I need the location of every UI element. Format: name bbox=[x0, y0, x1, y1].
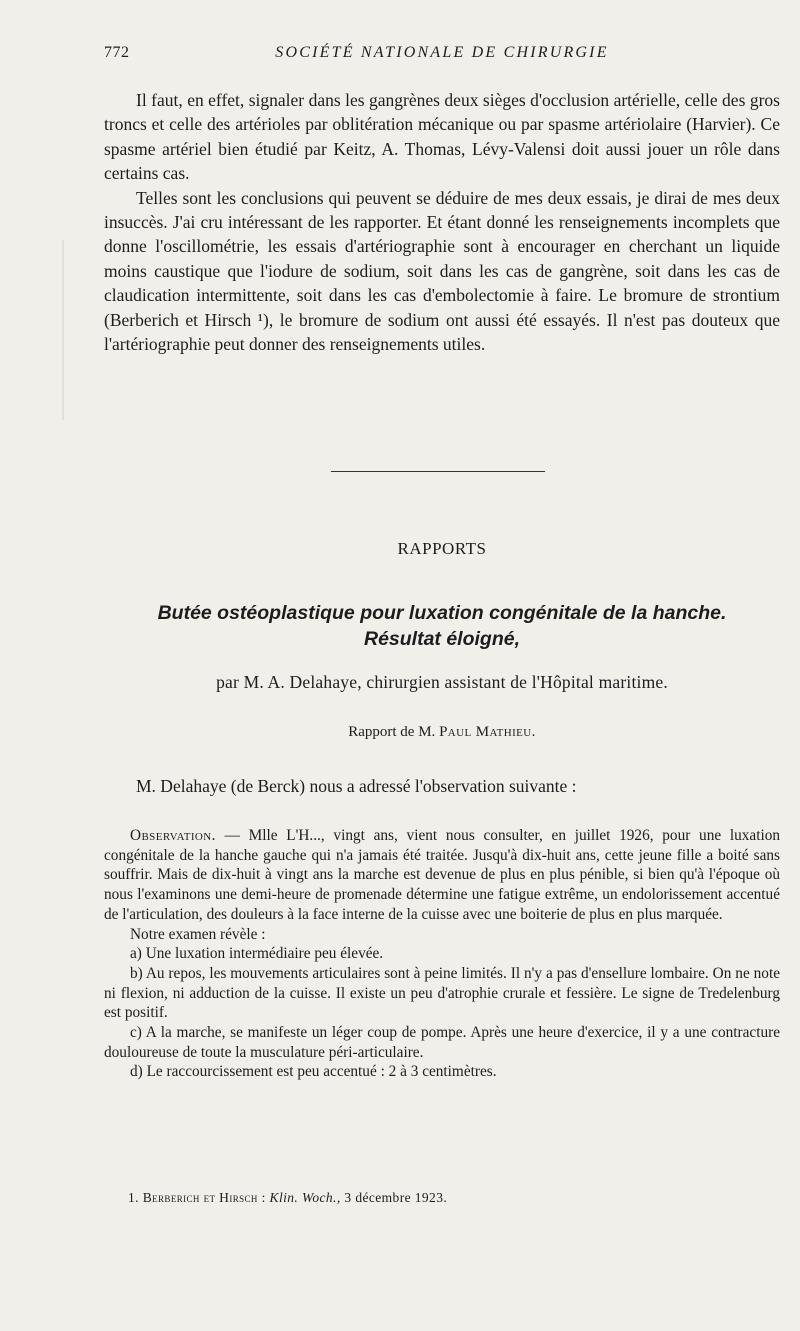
exam-item-c: c) A la marche, se manifeste un léger coup de pompe. Après une heure d'exercice, il y a une contracture douloureuse de toute la musculature péri-articulaire. bbox=[104, 1024, 780, 1061]
article-byline: par M. A. Delahaye, chirurgien assistant de l'Hôpital maritime. bbox=[216, 672, 668, 692]
article-title-line-1: Butée ostéoplastique pour luxation congénitale de la hanche. bbox=[157, 602, 727, 624]
exam-intro: Notre examen révèle : bbox=[130, 925, 266, 943]
section-divider bbox=[331, 471, 545, 472]
intro-paragraph-1: Il faut, en effet, signaler dans les gangrènes deux sièges d'occlusion artérielle, celle des gros troncs et celle des artérioles par oblitération mécanique ou par spasme artériolaire (Harvier). Ce spasme artériel bien étudié par Keitz, A. Thomas, Lévy-Valensi doit aussi jouer un rôle dans certains cas. bbox=[104, 90, 780, 184]
article-title bbox=[104, 600, 780, 652]
report-attribution bbox=[104, 724, 780, 741]
exam-item-d: d) Le raccourcissement est peu accentué : 2 à 3 centimètres. bbox=[130, 1063, 497, 1081]
observation-opening bbox=[104, 826, 780, 925]
footnote-authors: Berberich et Hirsch : bbox=[142, 1190, 266, 1205]
article-lead: M. Delahaye (de Berck) nous a adressé l'observation suivante : bbox=[136, 776, 577, 796]
exam-item-b: b) Au repos, les mouvements articulaires sont à peine limités. Il n'y a pas d'ensellure lombaire. On ne note ni flexion, ni adduction de la cuisse. Il existe un peu d'atrophie crurale et fessière. Le signe de Tredelenburg est positif. bbox=[104, 964, 780, 1022]
observation-opening-text: — Mlle L'H..., vingt ans, vient nous consulter, en juillet 1926, pour une luxation congénitale de la hanche gauche qui n'a jamais été traitée. Jusqu'à dix-huit ans, cette jeune fille a boité sans souffrir. Mais de dix-huit à vingt ans la marche est devenue de plus en plus pénible, si bien qu'à l'époque où nous l'examinons une demi-heure de promenade détermine une fatigue extrême, un endolorissement accentué de l'articulation, des douleurs à la face interne de la cuisse avec une boiterie de plus en plus marquée. bbox=[104, 827, 781, 923]
journal-title: SOCIÉTÉ NATIONALE DE CHIRURGIE bbox=[275, 44, 609, 61]
running-header bbox=[104, 44, 780, 68]
report-author: Paul Mathieu. bbox=[439, 724, 536, 740]
section-title: RAPPORTS bbox=[397, 539, 487, 558]
intro-paragraph-2: Telles sont les conclusions qui peuvent se déduire de mes deux essais, je dirai de mes deux insuccès. J'ai cru intéressant de les rapporter. Et étant donné les renseignements incomplets que donne l'oscillométrie, les essais d'artériographie sont à encourager en cherchant un liquide moins caustique que l'iodure de sodium, soit dans les cas de gangrène, soit dans les cas de claudication intermittente, soit dans les cas d'embolectomie à faire. Le bromure de strontium (Berberich et Hirsch ¹), le bromure de sodium ont aussi été essayés. Il n'est pas douteux que l'artériographie peut donner des renseignements utiles. bbox=[104, 187, 780, 355]
footnote-marker: 1. bbox=[128, 1190, 139, 1205]
footnote-journal: Klin. Woch., bbox=[269, 1190, 341, 1205]
exam-item-a: a) Une luxation intermédiaire peu élevée. bbox=[130, 945, 384, 963]
report-prefix: Rapport de M. bbox=[348, 724, 436, 740]
footnote-date: 3 décembre 1923. bbox=[344, 1190, 448, 1205]
page-number: 772 bbox=[104, 44, 130, 61]
margin-stain bbox=[62, 240, 64, 420]
intro-text bbox=[104, 88, 780, 356]
article-title-line-2: Résultat éloigné, bbox=[363, 628, 521, 650]
observation-section bbox=[104, 826, 780, 1082]
observation-label: Observation. bbox=[130, 827, 216, 844]
footnote bbox=[128, 1190, 780, 1206]
